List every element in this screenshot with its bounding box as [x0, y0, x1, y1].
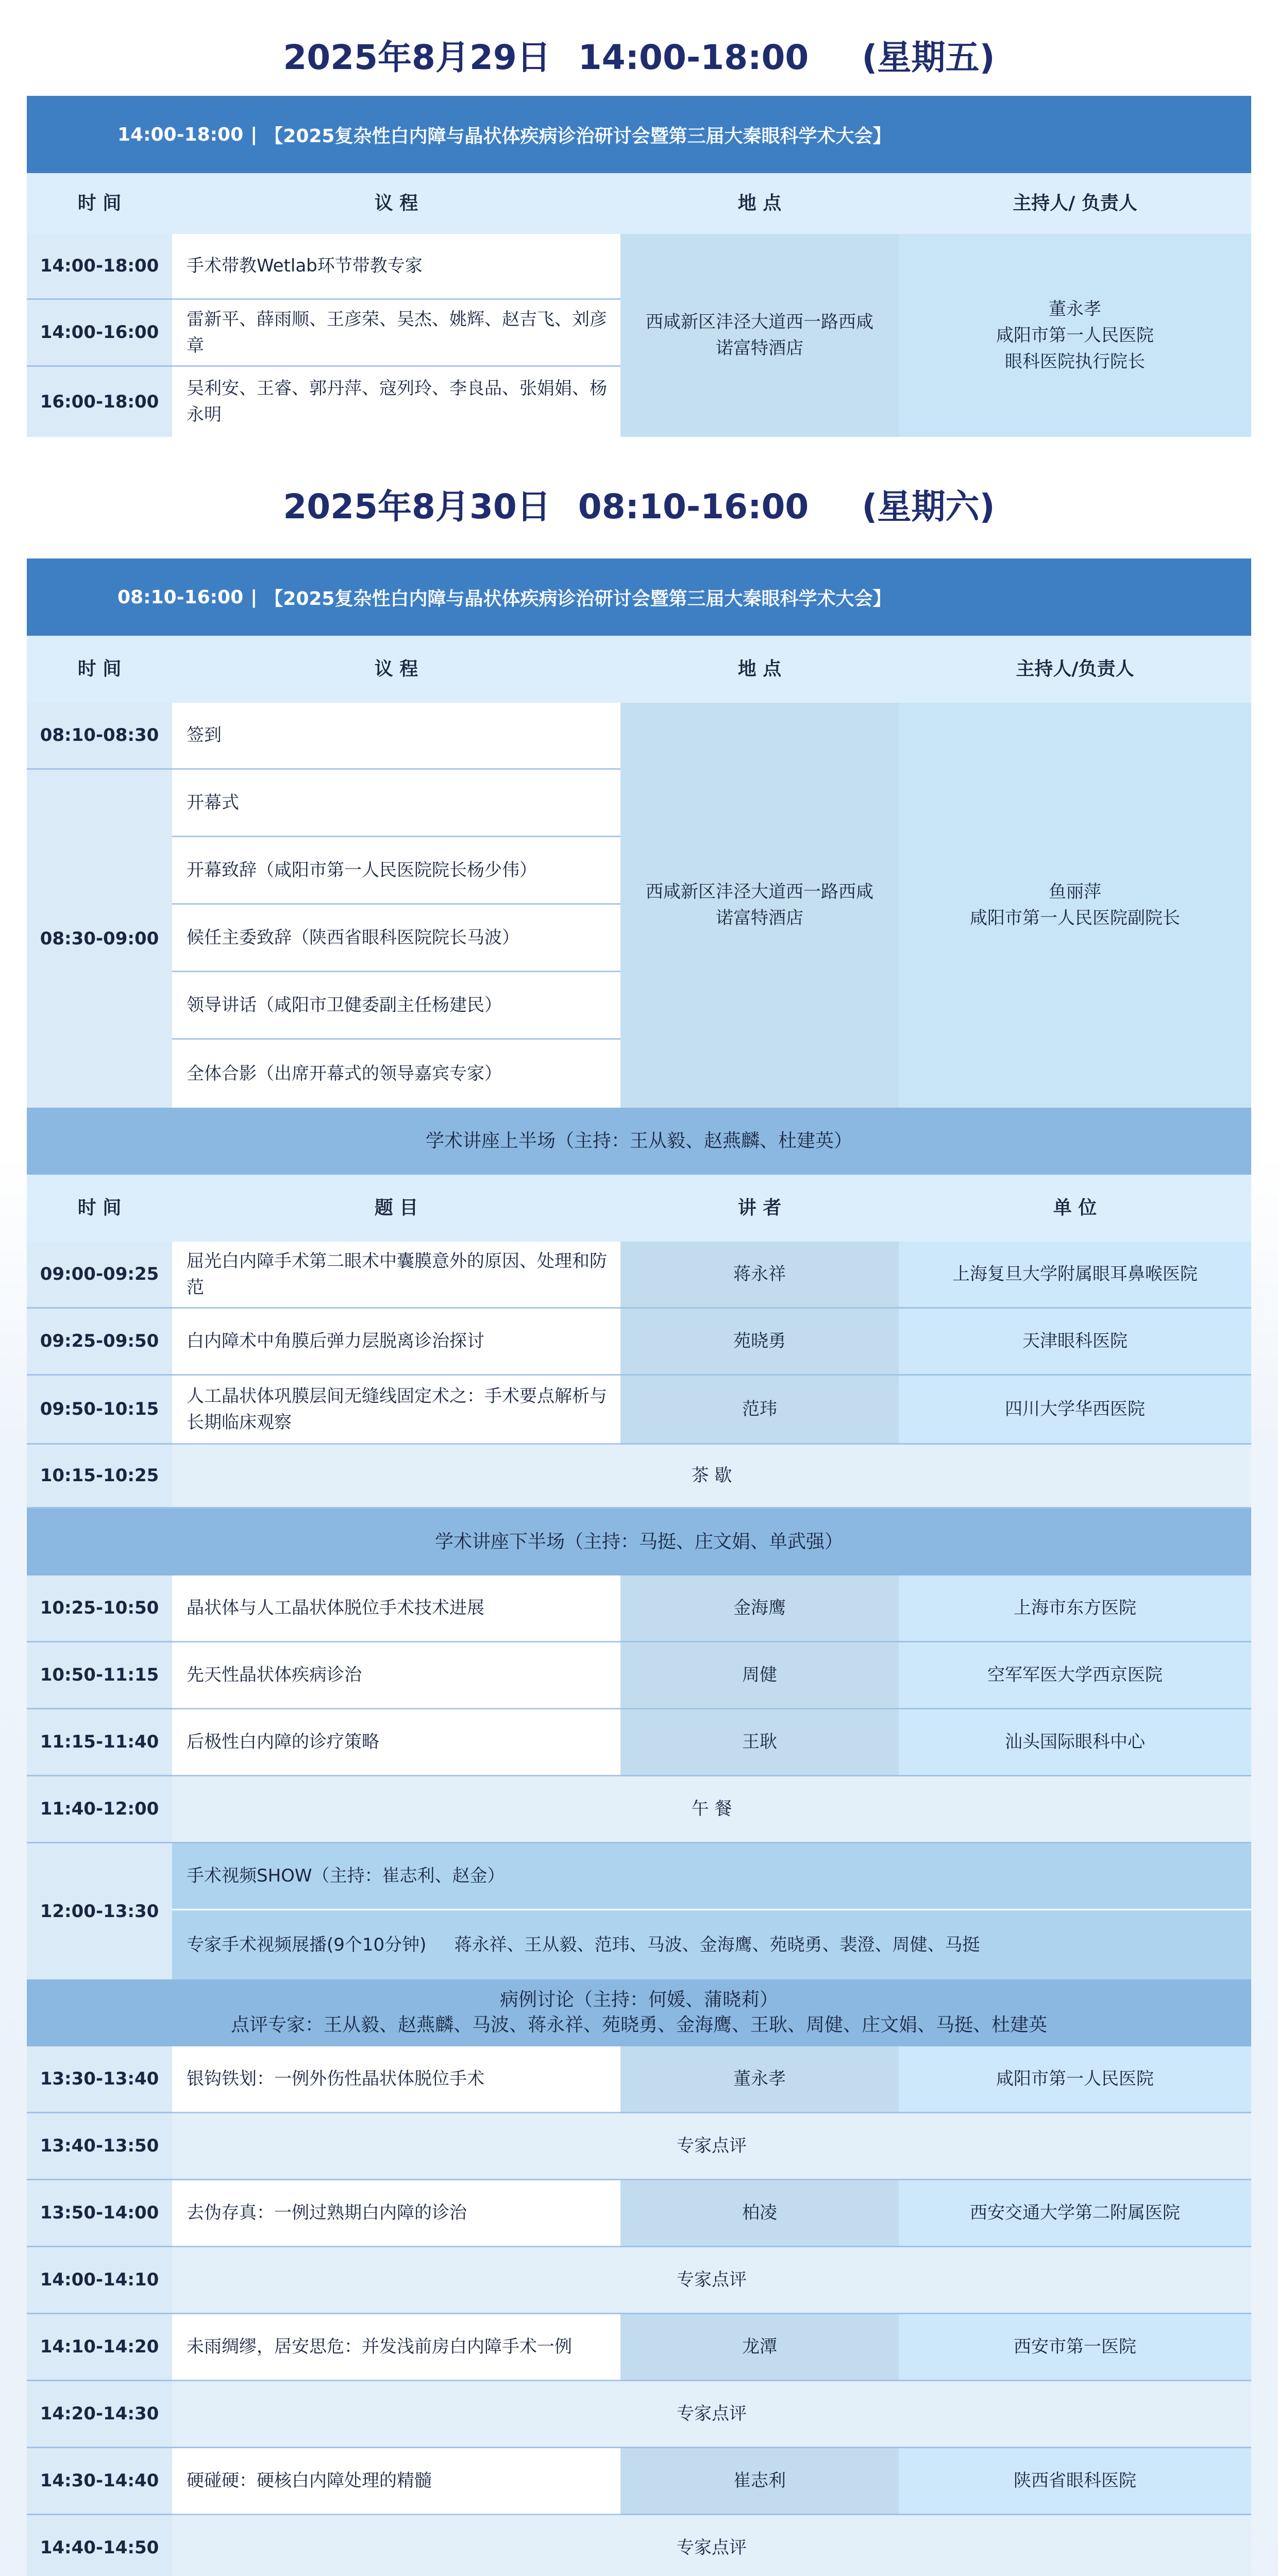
opening-item: 候任主委致辞（陕西省眼科医院院长马波）: [172, 905, 620, 972]
talk-time: 09:25-09:50: [27, 1309, 172, 1376]
opening-item: 开幕式: [172, 770, 620, 837]
talk-speaker: 金海鹰: [620, 1575, 899, 1642]
case-speaker: 董永孝: [620, 2046, 899, 2113]
session2-title: 学术讲座下半场（主持：马挺、庄文娟、单武强）: [27, 1509, 1251, 1575]
header-time: 时 间: [27, 1175, 172, 1242]
day2-time: 08:10-16:00: [578, 487, 809, 527]
day2-host-name: 鱼丽萍: [1049, 882, 1101, 902]
day1-banner-title: 【2025复杂性白内障与晶状体疾病诊治研讨会暨第三届大秦眼科学术大会】: [264, 125, 892, 147]
talk-time: 11:15-11:40: [27, 1709, 172, 1776]
talk-speaker: 周健: [620, 1642, 899, 1709]
header-unit: 单 位: [899, 1175, 1251, 1242]
header-location: 地 点: [620, 636, 899, 703]
day1-location: 西咸新区沣泾大道西一路西咸诺富特酒店: [620, 234, 899, 437]
talk-time: 09:00-09:25: [27, 1242, 172, 1309]
expert-review: 专家点评: [172, 2113, 1251, 2180]
day1-row1-time: 14:00-18:00: [27, 234, 172, 300]
case-time: 14:30-14:40: [27, 2448, 172, 2515]
day1-host: [899, 234, 1251, 437]
day2-banner: [27, 558, 1251, 636]
case-topic: 硬碰硬：硬核白内障处理的精髓: [172, 2448, 620, 2515]
show-desc: 专家手术视频展播(9个10分钟) 蒋永祥、王从毅、范玮、马波、金海鹰、苑晓勇、裴澄、周健、马挺: [172, 1910, 1251, 1979]
case-speaker: 崔志利: [620, 2448, 899, 2515]
day1-time: 14:00-18:00: [578, 38, 809, 77]
lunch-label: 午 餐: [172, 1776, 1251, 1843]
header-topic: 题 目: [172, 1175, 620, 1242]
header-agenda: 议 程: [172, 173, 620, 234]
day1-row2-agenda: 雷新平、薛雨顺、王彦荣、吴杰、姚辉、赵吉飞、刘彦章: [172, 300, 620, 367]
review-time: 14:40-14:50: [27, 2515, 172, 2576]
break-time: 10:15-10:25: [27, 1445, 172, 1509]
case-unit: 西安市第一医院: [899, 2314, 1251, 2381]
day1-row1-agenda: 手术带教Wetlab环节带教专家: [172, 234, 620, 300]
day1-host-org: 咸阳市第一人民医院: [996, 325, 1154, 346]
day1-banner-time: 14:00-18:00: [117, 124, 244, 145]
talk-unit: 上海复旦大学附属眼耳鼻喉医院: [899, 1242, 1251, 1309]
day1-row2-time: 14:00-16:00: [27, 300, 172, 367]
talk-topic: 人工晶状体巩膜层间无缝线固定术之：手术要点解析与长期临床观察: [172, 1376, 620, 1445]
talk-unit: 上海市东方医院: [899, 1575, 1251, 1642]
talk-speaker: 苑晓勇: [620, 1309, 899, 1376]
case-time: 13:30-13:40: [27, 2046, 172, 2113]
talk-time: 10:25-10:50: [27, 1575, 172, 1642]
show-title: 手术视频SHOW（主持：崔志利、赵金）: [172, 1843, 1251, 1910]
header-host: 主持人/负责人: [899, 636, 1251, 703]
talk-unit: 四川大学华西医院: [899, 1376, 1251, 1445]
header-location: 地 点: [620, 173, 899, 234]
day2-date: 2025年8月30日: [283, 487, 551, 527]
header-speaker: 讲 者: [620, 1175, 899, 1242]
header-time: 时 间: [27, 173, 172, 234]
day1-weekday: (星期五): [862, 38, 995, 77]
day1-row3-agenda: 吴利安、王睿、郭丹萍、寇列玲、李良品、张娟娟、杨永明: [172, 367, 620, 437]
talk-topic: 后极性白内障的诊疗策略: [172, 1709, 620, 1776]
cases-experts: 点评专家：王从毅、赵燕麟、马波、蒋永祥、苑晓勇、金海鹰、王耿、周健、庄文娟、马挺、杜建英: [230, 2014, 1047, 2036]
day2-sign-time: 08:10-08:30: [27, 703, 172, 770]
talk-time: 09:50-10:15: [27, 1376, 172, 1445]
opening-item: 开幕致辞（咸阳市第一人民医院院长杨少伟）: [172, 837, 620, 905]
opening-item: 全体合影（出席开幕式的领导嘉宾专家）: [172, 1040, 620, 1108]
talk-topic: 屈光白内障手术第二眼术中囊膜意外的原因、处理和防范: [172, 1242, 620, 1309]
day1-host-title: 眼科医院执行院长: [1005, 351, 1145, 372]
day2-opening-time: 08:30-09:00: [27, 770, 172, 1108]
review-time: 14:20-14:30: [27, 2381, 172, 2448]
talk-topic: 白内障术中角膜后弹力层脱离诊治探讨: [172, 1309, 620, 1376]
day2-banner-title: 【2025复杂性白内障与晶状体疾病诊治研讨会暨第三届大秦眼科学术大会】: [264, 588, 892, 609]
header-time: 时 间: [27, 636, 172, 703]
talk-speaker: 蒋永祥: [620, 1242, 899, 1309]
case-time: 14:10-14:20: [27, 2314, 172, 2381]
case-topic: 去伪存真：一例过熟期白内障的诊治: [172, 2180, 620, 2247]
case-unit: 西安交通大学第二附属医院: [899, 2180, 1251, 2247]
day1-host-name: 董永孝: [1049, 298, 1101, 319]
cases-title: 病例讨论（主持：何媛、蒲晓莉）: [499, 1989, 778, 2011]
cases-header: [27, 1979, 1251, 2046]
case-unit: 咸阳市第一人民医院: [899, 2046, 1251, 2113]
case-speaker: 龙潭: [620, 2314, 899, 2381]
day2-banner-time: 08:10-16:00: [117, 586, 244, 608]
day2-title: [0, 479, 1278, 528]
header-host: 主持人/ 负责人: [899, 173, 1251, 234]
banner-divider: |: [250, 586, 258, 608]
talk-speaker: 王耿: [620, 1709, 899, 1776]
show-time: 12:00-13:30: [27, 1843, 172, 1979]
day1-banner: [27, 96, 1251, 173]
case-topic: 银钩铁划：一例外伤性晶状体脱位手术: [172, 2046, 620, 2113]
talk-unit: 天津眼科医院: [899, 1309, 1251, 1376]
talk-topic: 晶状体与人工晶状体脱位手术技术进展: [172, 1575, 620, 1642]
day1-date: 2025年8月29日: [283, 38, 551, 77]
expert-review: 专家点评: [172, 2515, 1251, 2576]
talk-unit: 汕头国际眼科中心: [899, 1709, 1251, 1776]
day1-title: [0, 30, 1278, 79]
talk-unit: 空军军医大学西京医院: [899, 1642, 1251, 1709]
day1-row3-time: 16:00-18:00: [27, 367, 172, 437]
review-time: 14:00-14:10: [27, 2247, 172, 2314]
day2-sign: 签到: [172, 703, 620, 770]
opening-item: 领导讲话（咸阳市卫健委副主任杨建民）: [172, 972, 620, 1040]
day2-weekday: (星期六): [862, 487, 995, 527]
expert-review: 专家点评: [172, 2247, 1251, 2314]
talk-speaker: 范玮: [620, 1376, 899, 1445]
talk-time: 10:50-11:15: [27, 1642, 172, 1709]
case-unit: 陕西省眼科医院: [899, 2448, 1251, 2515]
expert-review: 专家点评: [172, 2381, 1251, 2448]
banner-divider: |: [250, 124, 258, 145]
session1-title: 学术讲座上半场（主持：王从毅、赵燕麟、杜建英）: [27, 1108, 1251, 1175]
header-agenda: 议 程: [172, 636, 620, 703]
review-time: 13:40-13:50: [27, 2113, 172, 2180]
day2-location: 西咸新区沣泾大道西一路西咸诺富特酒店: [620, 703, 899, 1108]
day2-host-org: 咸阳市第一人民医院副院长: [970, 908, 1180, 928]
day1-header-row: [27, 173, 1251, 234]
talk-topic: 先天性晶状体疾病诊治: [172, 1642, 620, 1709]
day2-host: [899, 703, 1251, 1108]
case-speaker: 柏凌: [620, 2180, 899, 2247]
case-topic: 未雨绸缪，居安思危：并发浅前房白内障手术一例: [172, 2314, 620, 2381]
lunch-time: 11:40-12:00: [27, 1776, 172, 1843]
break-label: 茶 歇: [172, 1445, 1251, 1509]
case-time: 13:50-14:00: [27, 2180, 172, 2247]
